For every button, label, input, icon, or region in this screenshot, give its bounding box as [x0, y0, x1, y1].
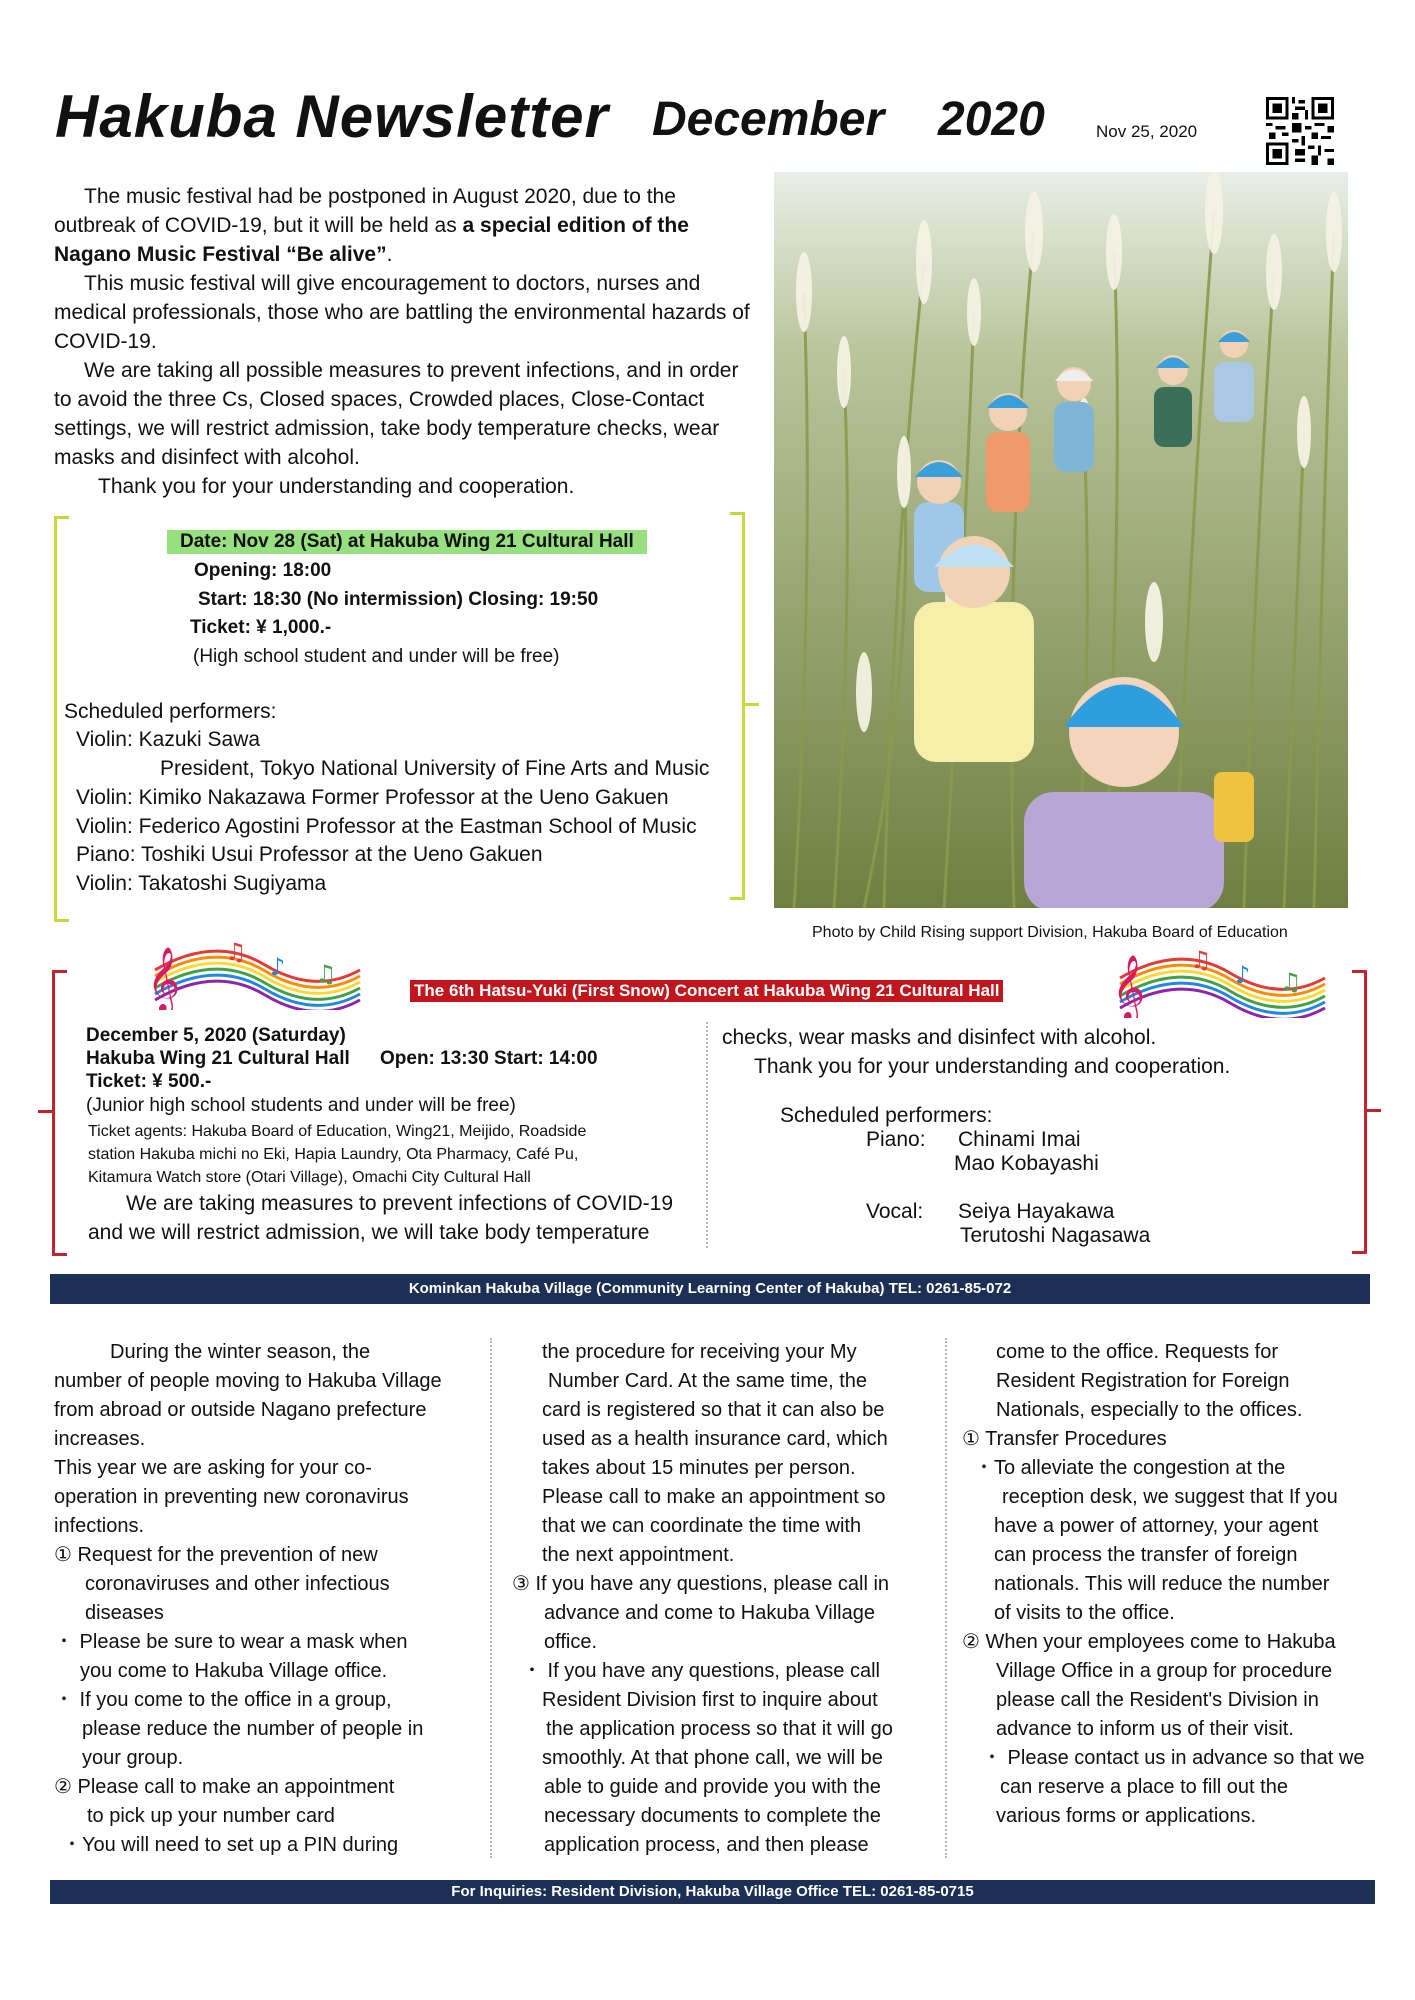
newsletter-title: Hakuba Newsletter	[55, 83, 609, 150]
concert-vocal-label: Vocal:	[866, 1200, 924, 1223]
svg-text:♫: ♫	[1280, 968, 1302, 996]
column-divider-2	[945, 1338, 947, 1858]
music-notes-right-icon	[1110, 938, 1330, 1023]
intro-paragraph-4: Thank you for your understanding and cooperation.	[98, 475, 575, 498]
festival-ticket: Ticket: ¥ 1,000.-	[190, 617, 332, 638]
festival-opening: Opening: 18:00	[194, 560, 332, 581]
concert-time: Open: 13:30 Start: 14:00	[380, 1048, 598, 1069]
svg-text:𝄞: 𝄞	[1112, 955, 1146, 1018]
photo-caption: Photo by Child Rising support Division, Hakuba Board of Education	[812, 924, 1288, 941]
concert-piano-label: Piano:	[866, 1128, 926, 1151]
concert-measures-line: and we will restrict admission, we will take body temperature	[88, 1221, 650, 1244]
inquiries-footer-bar: For Inquiries: Resident Division, Hakuba Village Office TEL: 0261-85-0715	[50, 1880, 1375, 1904]
music-notes-left-icon	[145, 930, 365, 1015]
intro-text	[54, 182, 754, 501]
concert-date: December 5, 2020 (Saturday)	[86, 1025, 346, 1046]
concert-performer: Mao Kobayashi	[954, 1152, 1099, 1175]
kominkan-contact-bar: Kominkan Hakuba Village (Community Learning Center of Hakuba) TEL: 0261-85-072	[50, 1274, 1370, 1304]
festival-performer-title: President, Tokyo National University of Fine Arts and Music	[160, 757, 710, 780]
concert-bracket-tick-right	[1367, 1109, 1381, 1112]
info-column-3: come to the office. Requests for Resident Registration for Foreign Nationals, especially to the offices. ① Transfer Procedures ・To alleviate the congestion at the reception desk, we suggest that If you have a power of attorney, your agent can process the transfer of foreign nationals. This will reduce the number of visits to the office. ② When your employees come to Hakuba Village Office in a group for procedure please call the Resident's Division in advance to inform us of their visit. ・ Please contact us in advance so that we can reserve a place to fill out the various forms or applications.	[962, 1341, 1365, 1827]
intro-paragraph-3: We are taking all possible measures to prevent infections, and in order to avoid the three Cs, Closed spaces, Crowded places, Close-Contact settings, we will restrict admission, take body temperature checks, wear masks and disinfect with alcohol.	[54, 359, 739, 469]
column-divider-1	[490, 1338, 492, 1858]
festival-ticket-note: (High school student and under will be free)	[193, 646, 560, 667]
intro-paragraph-1: The music festival had be postponed in August 2020, due to the outbreak of COVID-19, but it will be held as a special edition of the Nagano Music Festival “Be alive”.	[54, 185, 689, 266]
svg-text:♫: ♫	[1190, 946, 1212, 974]
qr-code-icon[interactable]	[1266, 97, 1334, 165]
concert-measures-line: checks, wear masks and disinfect with alcohol.	[722, 1026, 1157, 1049]
concert-bracket-left	[52, 970, 67, 1256]
newsletter-year: 2020	[938, 93, 1045, 146]
publish-date: Nov 25, 2020	[1096, 122, 1198, 141]
intro-paragraph-2: This music festival will give encouragement to doctors, nurses and medical professionals, those who are battling the environmental hazards of COVID-19.	[54, 272, 750, 353]
info-column-1: During the winter season, the number of people moving to Hakuba Village from abroad or outside Nagano prefecture increases. This year we are asking for your co- operation in preventing new coronavirus infections. ① Request for the prevention of new coronaviruses and other infectious diseases ・ Please be sure to wear a mask when you come to Hakuba Village office. ・ If you come to the office in a group, please reduce the number of people in your group. ② Please call to make an appointment to pick up your number card ・You will need to set up a PIN during	[54, 1341, 442, 1856]
concert-title: The 6th Hatsu-Yuki (First Snow) Concert at Hakuba Wing 21 Cultural Hall	[410, 980, 1003, 1002]
concert-ticket-note: (Junior high school students and under will be free)	[86, 1095, 516, 1116]
festival-performer: Violin: Takatoshi Sugiyama	[76, 872, 327, 895]
festival-performer: Violin: Kimiko Nakazawa Former Professor at the Ueno Gakuen	[76, 786, 669, 809]
svg-text:𝄞: 𝄞	[147, 947, 181, 1010]
festival-performer: Piano: Toshiki Usui Professor at the Ueno Gakuen	[76, 843, 543, 866]
concert-ticket-agents: Ticket agents: Hakuba Board of Education, Wing21, Meijido, Roadside station Hakuba michi no Eki, Hapia Laundry, Ota Pharmacy, Café Pu, Kitamura Watch store (Otari Village), Omachi City Cultural Hall	[88, 1123, 587, 1186]
festival-performer: Violin: Federico Agostini Professor at the Eastman School of Music	[76, 815, 697, 838]
concert-ticket: Ticket: ¥ 500.-	[86, 1071, 212, 1092]
festival-start: Start: 18:30 (No intermission) Closing: 19:50	[198, 589, 599, 610]
concert-measures-line: We are taking measures to prevent infections of COVID-19	[126, 1192, 674, 1215]
festival-performers-title: Scheduled performers:	[64, 700, 277, 723]
svg-text:♪: ♪	[270, 953, 286, 981]
svg-text:♫: ♫	[225, 938, 247, 966]
concert-performer: Terutoshi Nagasawa	[960, 1224, 1151, 1247]
info-column-2: the procedure for receiving your My Number Card. At the same time, the card is registered so that it can also be used as a health insurance card, which takes about 15 minutes per person. Please call to make an appointment so that we can coordinate the time with the next appointment. ③ If you have any questions, please call in advance and come to Hakuba Village office. ・ If you have any questions, please call Resident Division first to inquire about the application process so that it will go smoothly. At that phone call, we will be able to guide and provide you with the necessary documents to complete the application process, and then please	[512, 1341, 893, 1856]
concert-bracket-right	[1352, 970, 1367, 1254]
svg-text:♫: ♫	[315, 960, 337, 988]
children-in-grass-photo	[774, 172, 1348, 908]
concert-performers-title: Scheduled performers:	[780, 1104, 993, 1127]
festival-performer: Violin: Kazuki Sawa	[76, 728, 261, 751]
festival-date: Date: Nov 28 (Sat) at Hakuba Wing 21 Cultural Hall	[180, 531, 634, 552]
concert-performer: Chinami Imai	[958, 1128, 1081, 1151]
festival-bracket-tick	[745, 703, 759, 706]
concert-column-divider	[706, 1022, 708, 1248]
svg-text:♪: ♪	[1235, 961, 1251, 989]
concert-thanks: Thank you for your understanding and cooperation.	[754, 1055, 1231, 1078]
concert-venue: Hakuba Wing 21 Cultural Hall	[86, 1048, 350, 1069]
festival-bracket-right	[730, 512, 745, 900]
concert-bracket-tick-left	[38, 1110, 52, 1113]
concert-performer: Seiya Hayakawa	[958, 1200, 1115, 1223]
newsletter-month: December	[652, 93, 885, 146]
